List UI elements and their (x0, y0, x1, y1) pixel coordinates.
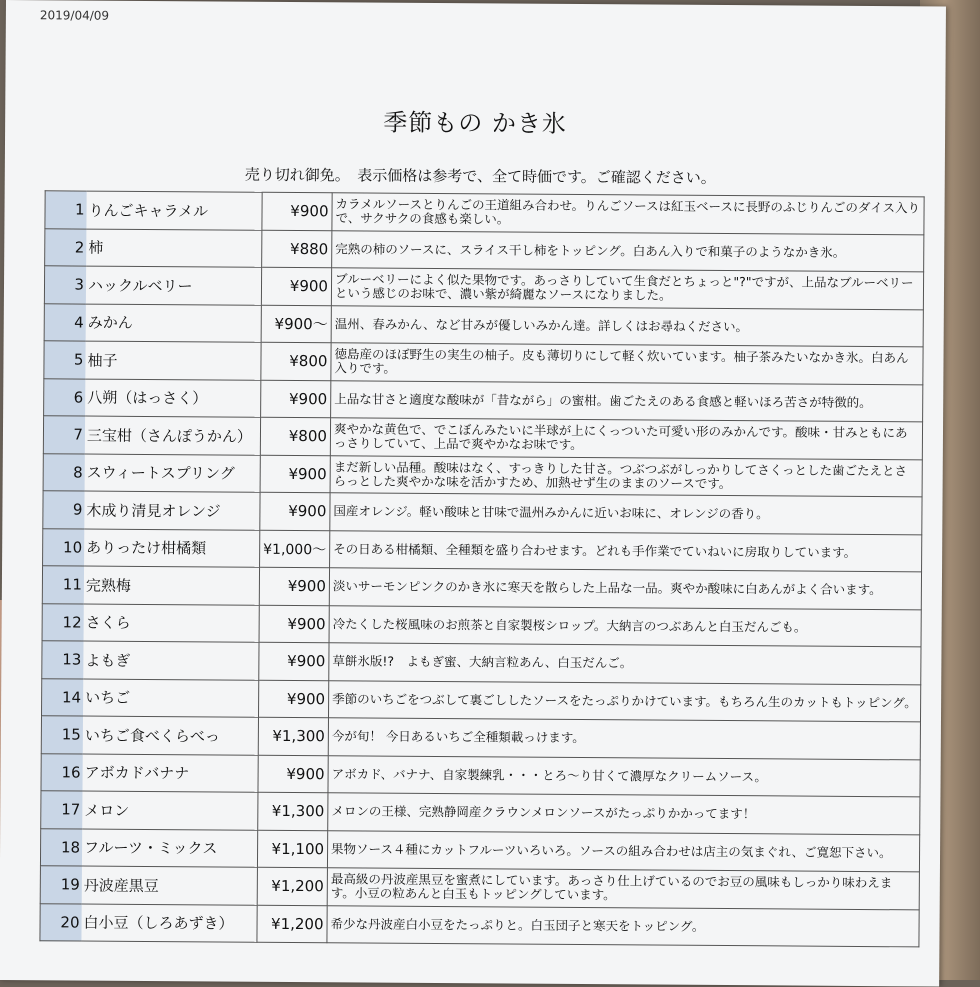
item-number: 13 (42, 641, 84, 679)
item-name: ありったけ柑橘類 (84, 529, 260, 568)
print-date: 2019/04/09 (39, 8, 110, 23)
item-name: ハックルベリー (86, 266, 262, 305)
menu-row (43, 528, 922, 572)
menu-row (43, 416, 922, 460)
menu-row (44, 341, 923, 385)
item-price: ¥1,200 (257, 867, 327, 905)
menu-row (43, 453, 922, 497)
item-description: メロンの王様、完熟静岡産クラウンメロンソースがたっぷりかかってます！ (328, 793, 920, 835)
item-number: 12 (42, 603, 84, 641)
item-price: ¥800 (260, 417, 330, 455)
item-price: ¥900 (260, 492, 330, 530)
item-description: 希少な丹波産白小豆をたっぷりと。白玉団子と寒天をトッピング。 (327, 905, 919, 947)
item-name: フルーツ・ミックス (82, 829, 258, 868)
item-description: まだ新しい品種。酸味はなく、すっきりした甘さ。つぶつぶがしっかりしてさくっとした歯ごたえとさらっとした爽やかな味を活かすため、加熱せず生のままのソースです。 (330, 455, 922, 497)
menu-row (44, 266, 923, 310)
item-price: ¥900 (259, 567, 329, 605)
item-description: 爽やかな黄色で、でこぼんみたいに半球が上にくっついた可愛い形のみかんです。酸味・甘みともにあっさりしていて、上品で爽やかなお味です。 (330, 418, 922, 460)
item-name: いちご (83, 679, 259, 718)
item-number: 15 (41, 716, 83, 754)
page-title: 季節もの かき氷 (383, 108, 568, 138)
item-price: ¥900 (259, 605, 329, 643)
menu-row (41, 753, 920, 797)
item-number: 17 (41, 791, 83, 829)
item-number: 6 (44, 378, 86, 416)
menu-row (42, 641, 921, 685)
menu-row (40, 828, 919, 872)
item-name: 完熟梅 (84, 566, 260, 605)
item-number: 16 (41, 753, 83, 791)
item-name: よもぎ (83, 641, 259, 680)
item-name: いちご食べくらべっ (83, 716, 259, 755)
item-price: ¥1,300 (258, 792, 328, 830)
item-name: 白小豆（しろあずき） (81, 904, 257, 943)
item-number: 4 (44, 303, 86, 341)
item-number: 5 (44, 341, 86, 379)
item-price: ¥900 (261, 380, 331, 418)
item-price: ¥1,100 (257, 830, 327, 868)
item-price: ¥900 (261, 267, 331, 305)
item-description: 最高級の丹波産黒豆を蜜煮にしています。あっさり仕上げているのでお豆の風味もしっかり味わえます。小豆の粒あんと白玉もトッピングしています。 (327, 868, 919, 910)
item-description: 今が旬！ 今日あるいちご全種類載っけます。 (328, 718, 920, 760)
item-name: みかん (86, 304, 262, 343)
item-description: 季節のいちごをつぶして裏ごししたソースをたっぷりかけています。もちろん生のカットもトッピング。 (328, 680, 920, 722)
item-number: 9 (43, 491, 85, 529)
item-number: 8 (43, 453, 85, 491)
item-price: ¥900 (259, 642, 329, 680)
menu-row (44, 378, 923, 422)
item-description: 温州、春みかん、など甘みが優しいみかん達。詳しくはお尋ねください。 (331, 305, 923, 347)
item-description: 国産オレンジ。軽い酸味と甘味で温州みかんに近いお味に、オレンジの香り。 (330, 493, 922, 535)
item-number: 14 (42, 678, 84, 716)
menu-table (39, 190, 924, 947)
menu-row (41, 791, 920, 835)
item-number: 19 (40, 866, 82, 904)
item-name: りんごキャラメル (86, 191, 262, 230)
menu-row (45, 228, 924, 272)
item-number: 3 (44, 266, 86, 304)
item-number: 10 (43, 528, 85, 566)
menu-row (42, 566, 921, 610)
item-name: メロン (82, 791, 258, 830)
notice-text: 売り切れ御免。 表示価格は参考で、全て時価です。ご確認ください。 (244, 165, 716, 187)
item-price: ¥900 (258, 755, 328, 793)
item-description: 徳島産のほぼ野生の実生の柚子。皮も薄切りにして軽く炊いています。柚子茶みたいなかき氷。白あん入りです。 (331, 343, 923, 385)
menu-row (44, 303, 923, 347)
item-name: アボカドバナナ (82, 754, 258, 793)
item-name: 柿 (86, 229, 262, 268)
item-description: アボカド、バナナ、自家製練乳・・・とろ～り甘くて濃厚なクリームソース。 (328, 755, 920, 797)
menu-table-body (40, 191, 924, 947)
item-description: その日ある柑橘類、全種類を盛り合わせます。どれも手作業でていねいに房取りしています。 (330, 530, 922, 572)
item-number: 7 (43, 416, 85, 454)
item-description: 完熟の柿のソースに、スライス干し柿をトッピング。白あん入りで和菓子のようなかき氷。 (332, 230, 924, 272)
item-name: 木成り清見オレンジ (84, 491, 260, 530)
item-description: 草餅氷版!? よもぎ蜜、大納言粒あん、白玉だんご。 (329, 643, 921, 685)
item-name: 三宝柑（さんぽうかん） (85, 416, 261, 455)
item-name: 柚子 (85, 341, 261, 380)
menu-row (43, 491, 922, 535)
item-number: 20 (40, 903, 82, 941)
item-price: ¥1,000～ (260, 530, 330, 568)
menu-row (42, 678, 921, 722)
item-description: ブルーベリーによく似た果物です。あっさりしていて生食だとちょっと"?"ですが、上品なブルーベリーという感じのお味で、濃い紫が綺麗なソースになりました。 (331, 268, 923, 310)
item-number: 11 (42, 566, 84, 604)
menu-row (45, 191, 924, 235)
item-description: 果物ソース４種にカットフルーツいろいろ。ソースの組み合わせは店主の気まぐれ、ご寛恕下さい。 (327, 830, 919, 872)
item-price: ¥880 (262, 230, 332, 268)
item-description: 冷たくした桜風味のお煎茶と自家製桜シロップ。大納言のつぶあんと白玉だんごも。 (329, 605, 921, 647)
item-price: ¥900～ (261, 305, 331, 343)
item-price: ¥900 (262, 192, 332, 230)
item-name: 丹波産黒豆 (82, 866, 258, 905)
item-description: 上品な甘さと適度な酸味が「昔ながら」の蜜柑。歯ごたえのある食感と軽いほろ苦さが特徴的。 (331, 380, 923, 422)
item-number: 2 (45, 228, 87, 266)
menu-row (40, 903, 919, 947)
item-number: 1 (45, 191, 87, 229)
item-number: 18 (40, 828, 82, 866)
item-price: ¥1,300 (258, 717, 328, 755)
item-name: 八朔（はっさく） (85, 379, 261, 418)
item-price: ¥1,200 (257, 905, 327, 943)
item-description: カラメルソースとりんごの王道組み合わせ。りんごソースは紅玉ベースに長野のふじりんごのダイス入りで、サクサクの食感も楽しい。 (332, 193, 924, 235)
item-name: スウィートスプリング (85, 454, 261, 493)
menu-row (40, 866, 919, 910)
item-price: ¥900 (260, 455, 330, 493)
menu-row (42, 603, 921, 647)
item-description: 淡いサーモンピンクのかき氷に寒天を散らした上品な一品。爽やか酸味に白あんがよく合います。 (329, 568, 921, 610)
item-price: ¥900 (258, 680, 328, 718)
item-name: さくら (84, 604, 260, 643)
item-price: ¥800 (261, 342, 331, 380)
menu-row (41, 716, 920, 760)
